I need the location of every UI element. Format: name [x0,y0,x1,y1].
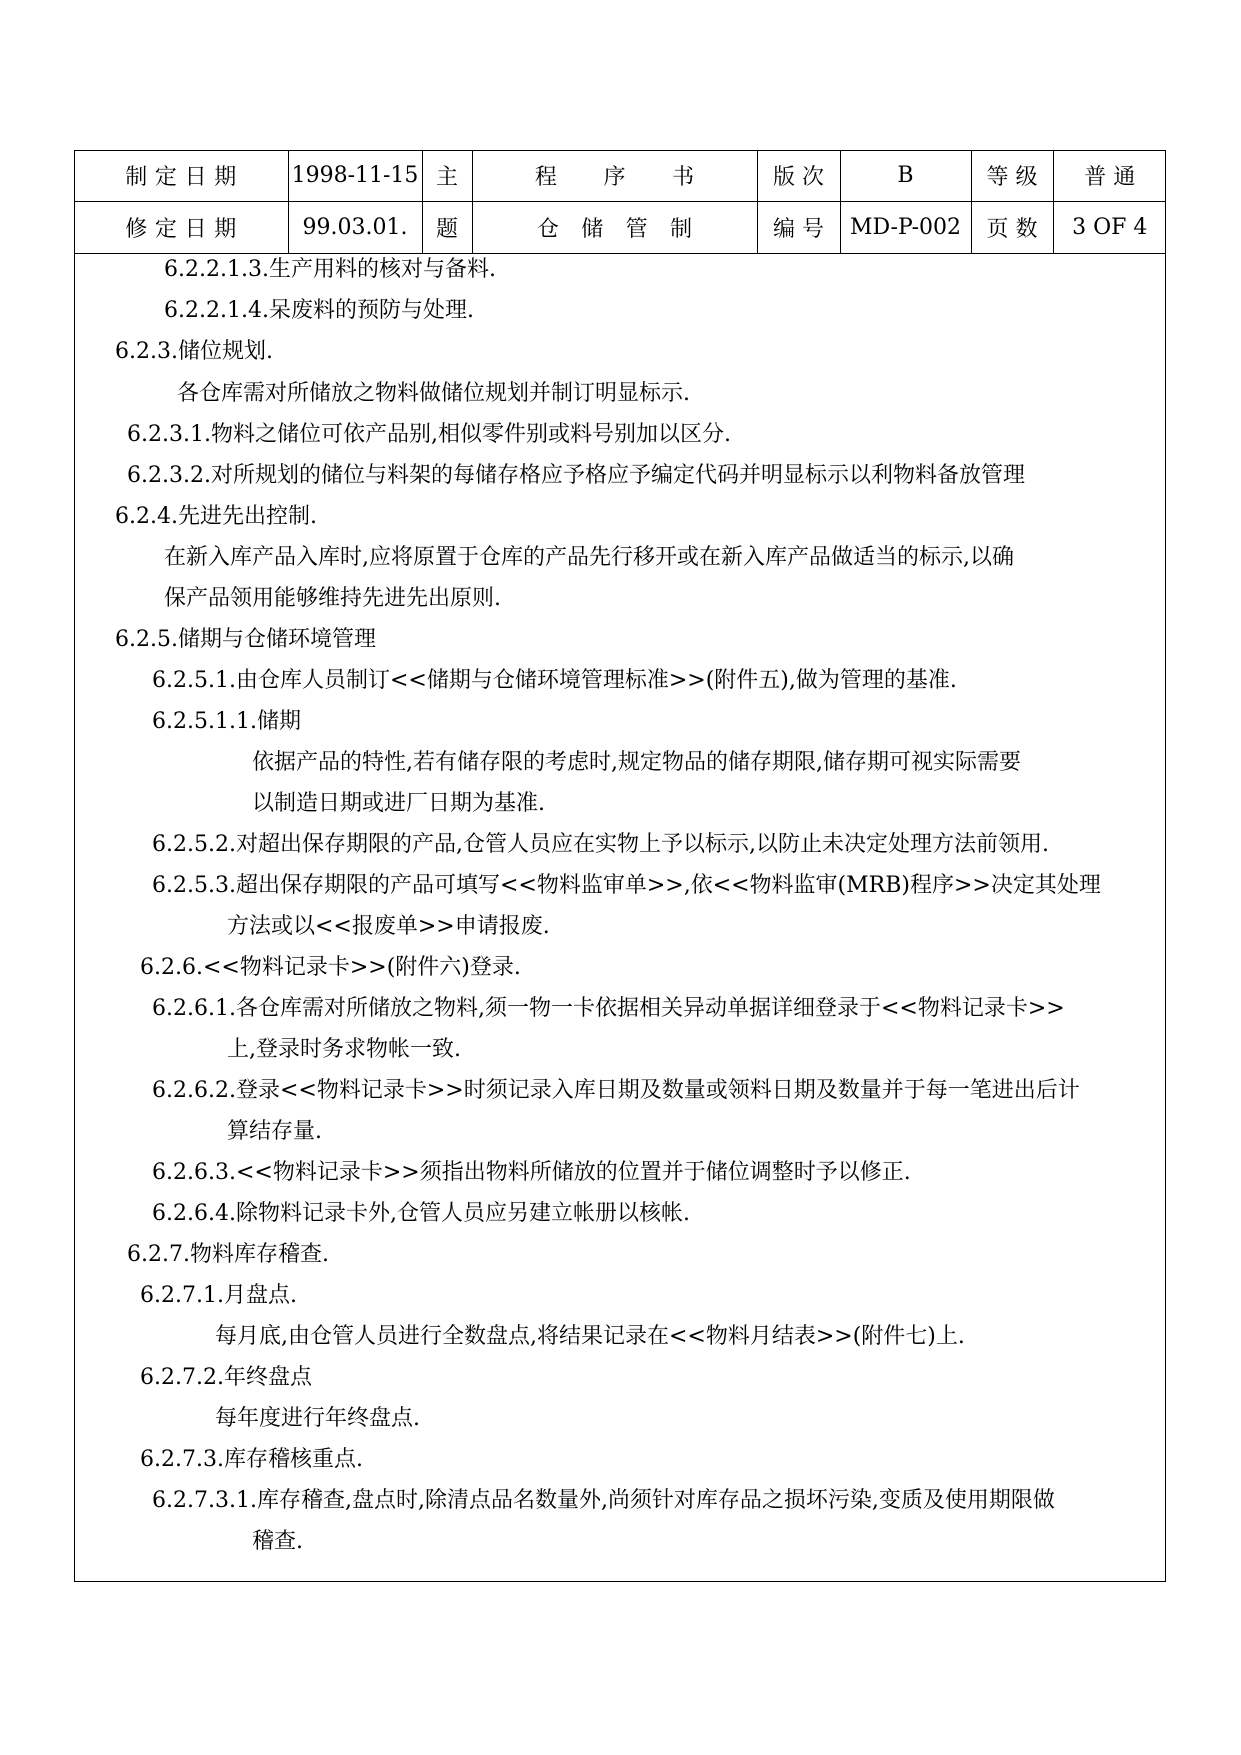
doc-type: 程 序 书 [472,150,757,202]
text-line: 6.2.5.3.超出保存期限的产品可填写<<物料监审单>>,依<<物料监审(MRB)程序>>决定其处理 [152,873,1101,898]
number-label: 编 号 [757,202,840,254]
text-line: 6.2.5.2.对超出保存期限的产品,仓管人员应在实物上予以标示,以防止未决定处理方法前领用. [152,832,1049,857]
text-line: 6.2.2.1.4.呆废料的预防与处理. [164,298,474,323]
text-line: 方法或以<<报废单>>申请报废. [227,914,550,939]
text-line: 6.2.6.2.登录<<物料记录卡>>时须记录入库日期及数量或领料日期及数量并于每一笔进出后计 [152,1078,1080,1103]
text-line: 上,登录时务求物帐一致. [227,1037,461,1062]
text-line: 6.2.3.1.物料之储位可依产品别,相似零件别或料号别加以区分. [127,422,731,447]
section-heading: 6.2.7.物料库存稽查. [127,1242,329,1267]
document-frame [74,150,1166,1582]
text-line: 6.2.3.2.对所规划的储位与料架的每储存格应予格应予编定代码并明显标示以利物料备放管理 [127,463,1025,488]
made-date-value: 1998-11-15 [288,150,422,202]
text-line: 以制造日期或进厂日期为基准. [252,791,545,816]
text-line: 各仓库需对所储放之物料做储位规划并制订明显标示. [177,381,690,406]
text-line: 6.2.6.3.<<物料记录卡>>须指出物料所储放的位置并于储位调整时予以修正. [152,1160,911,1185]
made-date-label: 制定日期 [74,150,288,202]
text-line: 每月底,由仓管人员进行全数盘点,将结果记录在<<物料月结表>>(附件七)上. [215,1324,965,1349]
text-line: 6.2.7.1.月盘点. [140,1283,297,1308]
page-label: 页 数 [971,202,1053,254]
text-line: 保产品领用能够维持先进先出原则. [164,586,501,611]
text-line: 每年度进行年终盘点. [215,1406,420,1431]
document-title: 仓 储 管 制 [472,202,757,254]
text-line: 6.2.6.1.各仓库需对所储放之物料,须一物一卡依据相关异动单据详细登录于<<物料记录卡>> [152,996,1065,1021]
section-heading: 6.2.3.储位规划. [115,339,273,364]
text-line: 6.2.7.2.年终盘点 [140,1365,312,1390]
version-value: B [840,150,971,202]
text-line: 6.2.2.1.3.生产用料的核对与备料. [164,257,496,282]
text-line: 依据产品的特性,若有储存限的考虑时,规定物品的储存期限,储存期可视实际需要 [252,750,1021,775]
revised-date-value: 99.03.01. [288,202,422,254]
text-line: 在新入库产品入库时,应将原置于仓库的产品先行移开或在新入库产品做适当的标示,以确 [164,545,1014,570]
text-line: 6.2.7.3.库存稽核重点. [140,1447,363,1472]
text-line: 6.2.6.<<物料记录卡>>(附件六)登录. [140,955,521,980]
text-line: 算结存量. [227,1119,322,1144]
grade-value: 普 通 [1053,150,1166,202]
text-line: 6.2.5.1.1.储期 [152,709,301,734]
grade-label: 等 级 [971,150,1053,202]
number-value: MD-P-002 [840,202,971,254]
text-line: 6.2.7.3.1.库存稽查,盘点时,除清点品名数量外,尚须针对库存品之损坏污染,变质及使用期限做 [152,1488,1055,1513]
subject-label-bottom: 题 [422,202,472,254]
header-table [74,150,1166,254]
section-heading: 6.2.5.储期与仓储环境管理 [115,627,376,652]
text-line: 稽查. [252,1529,303,1554]
revised-date-label: 修定日期 [74,202,288,254]
page-value: 3 OF 4 [1053,202,1166,254]
section-heading: 6.2.4.先进先出控制. [115,504,317,529]
subject-label-top: 主 [422,150,472,202]
version-label: 版 次 [757,150,840,202]
text-line: 6.2.6.4.除物料记录卡外,仓管人员应另建立帐册以核帐. [152,1201,690,1226]
text-line: 6.2.5.1.由仓库人员制订<<储期与仓储环境管理标准>>(附件五),做为管理的基准. [152,668,957,693]
